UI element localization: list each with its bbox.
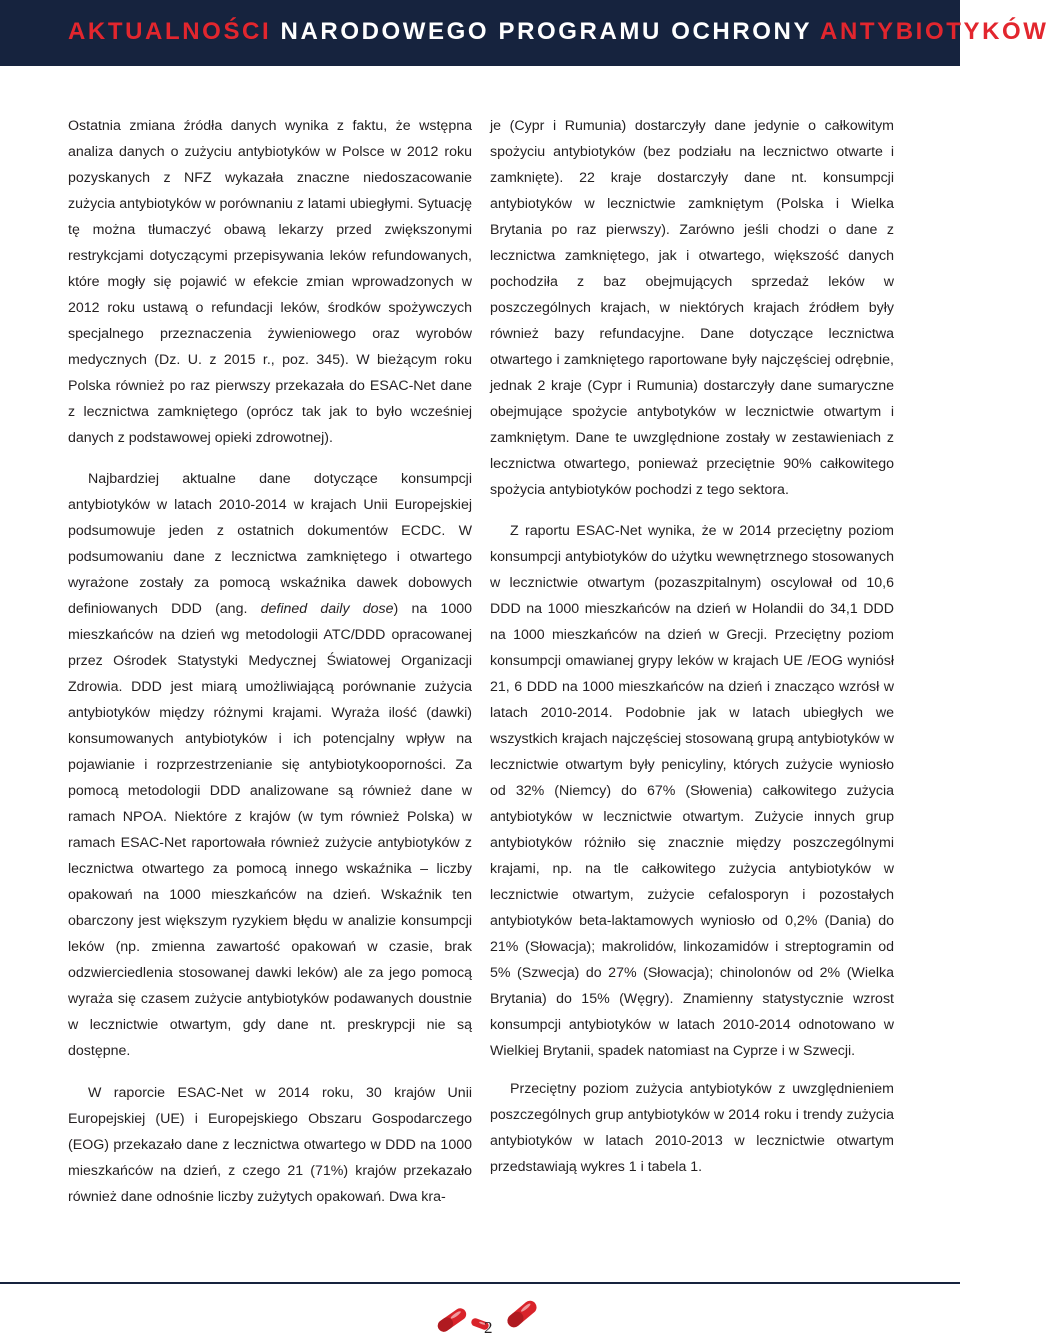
left-paragraph-3: W raporcie ESAC-Net w 2014 roku, 30 krajów Unii Europejskiej (UE) i Europejskiego Obszaru Gospodarczego (EOG) przekazało dane z lecznictwa otwartego w DDD na 1000 mieszkańców na dzień, z czego 21 (71%) krajów przekazało również dane odnośnie liczby zużytych opakowań. Dwa kra- <box>68 1085 472 1205</box>
left-paragraph-2-text-b: ) na 1000 mieszkańców na dzień wg metodologii ATC/DDD opracowanej przez Ośrodek Statystyki Medycznej Światowej Organizacji Zdrowia. DDD jest miarą umożliwiającą porównanie zużycia antybiotyków między różnymi krajami. Wyraża ilość (dawki) konsumowanych antybiotyków i ich potencjalny wpływ na pojawianie i rozprzestrzenianie się antybiotykooporności. Za pomocą metodologii DDD analizowane są również dane w ramach NPOA. Niektóre z krajów (w tym również Polska) w ramach ESAC-Net raportowała również zużycie antybiotyków z lecznictwa otwartego za pomocą innego wskaźnika – liczby opakowań na 1000 mieszkańców na dzień. Wskaźnik ten obarczony jest większym ryzykiem błędu w analizie konsumpcji leków (np. zmienna zawartość opakowań w czasie, brak odzwierciedlenia stosowanej dawki leków) ale za jego pomocą wyraża się czasem zużycie antybiotyków podawanych doustnie w lecznictwie otwartym, gdy dane nt. preskrypcji nie są dostępne. <box>68 601 472 1059</box>
right-column <box>490 113 894 1180</box>
left-paragraph-2-emphasis: defined daily dose <box>260 601 394 617</box>
header-title <box>68 17 1049 47</box>
header-title-part3: ANTYBIOTYKÓW <box>820 18 1049 45</box>
footer-rule <box>0 1282 960 1284</box>
header-bar <box>0 0 1049 66</box>
left-paragraph-2-text-a: Najbardziej aktualne dane dotyczące konsumpcji antybiotyków w latach 2010-2014 w krajach Unii Europejskiej podsumowuje jeden z ostatnich dokumentów ECDC. W podsumowaniu dane z lecznictwa zamkniętego i otwartego wyrażone zostały za pomocą wskaźnika dawek dobowych definiowanych DDD (ang. <box>68 471 472 617</box>
page-number: 2 <box>484 1318 493 1337</box>
right-paragraph-1: je (Cypr i Rumunia) dostarczyły dane jedynie o całkowitym spożyciu antybiotyków (bez podziału na lecznictwo otwarte i zamknięte). 22 kraje dostarczyły dane nt. konsumpcji antybiotyków w lecznictwie zamkniętym (Polska i Wielka Brytania po raz pierwszy). Zarówno jeśli chodzi o dane z lecznictwa zamkniętego, jak i otwartego, większość danych pochodziła z baz obejmujących sprzedaż leków w poszczególnych krajach, w niektórych krajach źródłem były również bazy refundacyjne. Dane dotyczące lecznictwa otwartego i zamkniętego raportowane były najczęściej odrębnie, jednak 2 kraje (Cypr i Rumunia) dostarczyły dane sumaryczne obejmujące spożycie antybotyków w lecznictwie otwartym i zamkniętym. Dane te uwzględnione zostały w zestawieniach z lecznictwa otwartego, ponieważ przeciętnie 90% całkowitego spożycia antybiotyków pochodzi z tego sektora. <box>490 118 894 498</box>
header-title-part2: NARODOWEGO PROGRAMU OCHRONY <box>271 18 821 45</box>
left-column <box>68 113 472 1210</box>
right-paragraph-2: Z raportu ESAC-Net wynika, że w 2014 przeciętny poziom konsumpcji antybiotyków do użytku wewnętrznego stosowanych w lecznictwie otwartym (pozaszpitalnym) oscylował od 10,6 DDD na 1000 mieszkańców na dzień w Holandii do 34,1 DDD na 1000 mieszkańców na dzień w Grecji. Przeciętny poziom konsumpcji omawianej grypy leków w krajach UE /EOG wyniósł 21, 6 DDD na 1000 mieszkańców na dzień i znacząco wzrósł w latach 2010-2014. Podobnie jak w latach ubiegłych we wszystkich krajach najczęściej stosowaną grupą antybiotyków w lecznictwie otwartym były penicyliny, których zużycie wyniosło od 32% (Niemcy) do 67% (Słowenia) całkowitego zużycia antybiotyków w lecznictwie otwartym. Zużycie innych grup antybiotyków różniło się znacznie między poszczególnymi krajami, np. na tle całkowitego zużycia antybiotyków w lecznictwie otwartym, zużycie cefalosporyn i pozostałych antybiotyków beta-laktamowych wyniosło od 0,2% (Dania) do 21% (Słowacja); makrolidów, linkozamidów i streptogramin od 5% (Szwecja) do 27% (Słowacja); chinolonów od 2% (Wielka Brytania) do 15% (Węgry). Znamienny statystycznie wzrost konsumpcji antybiotyków w latach 2010-2014 odnotowano w Wielkiej Brytanii, spadek natomiast na Cyprze i w Szwecji. <box>490 523 894 1059</box>
right-paragraph-3: Przeciętny poziom zużycia antybiotyków z uwzględnieniem poszczególnych grup antybiotyków w 2014 roku i trendy zużycia antybiotyków w latach 2010-2013 w lecznictwie otwartym przedstawiają wykres 1 i tabela 1. <box>490 1081 894 1175</box>
left-paragraph-1: Ostatnia zmiana źródła danych wynika z faktu, że wstępna analiza danych o zużyciu antybiotyków w Polsce w 2012 roku pozyskanych z NFZ wykazała znaczne niedoszacowanie zużycia antybiotyków w porównaniu z latami ubiegłymi. Sytuację tę można tłumaczyć obawą lekarzy przed zwiększonymi restrykcjami dotyczącymi przepisywania leków refundowanych, które mogły się pojawić w efekcie zmian wprowadzonych w 2012 roku ustawą o refundacji leków, środków spożywczych specjalnego przeznaczenia żywieniowego oraz wyrobów medycznych (Dz. U. z 2015 r., poz. 345). W bieżącym roku Polska również po raz pierwszy przekazała do ESAC-Net dane z lecznictwa zamkniętego (oprócz tak jak to było wcześniej danych z podstawowej opieki zdrowotnej). <box>68 118 472 446</box>
left-paragraph-2 <box>68 466 472 1064</box>
header-title-part1: AKTUALNOŚCI <box>68 18 272 45</box>
